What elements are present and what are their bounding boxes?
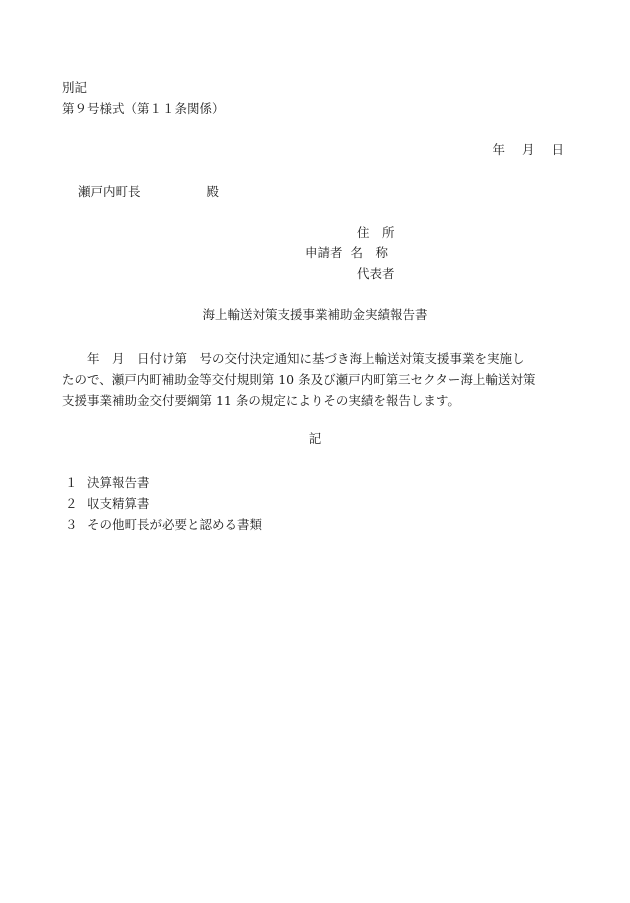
date-line <box>492 142 564 158</box>
note-heading: 記 <box>308 431 322 446</box>
applicant-role-label: 申請者 <box>305 245 343 260</box>
form-number-label: 第９号様式（第１１条関係） <box>62 101 225 116</box>
addressee-line <box>78 184 219 200</box>
list-item <box>62 514 262 535</box>
list-item-text: 決算報告書 <box>87 475 150 490</box>
document-title: 海上輸送対策支援事業補助金実績報告書 <box>202 307 428 322</box>
list-item-number: ２ <box>65 496 78 511</box>
body-line-3: 支援事業補助金交付要綱第 11 条の規定によりその実績を報告します。 <box>62 393 460 408</box>
date-month: 月 <box>521 142 535 157</box>
list-item-number: １ <box>65 475 78 490</box>
date-year: 年 <box>492 142 505 157</box>
applicant-name-line <box>305 245 388 261</box>
date-day: 日 <box>551 142 564 157</box>
applicant-address-label: 住 所 <box>357 225 395 240</box>
list-item-text: その他町長が必要と認める書類 <box>87 517 263 532</box>
list-item <box>62 493 262 514</box>
applicant-representative-label: 代表者 <box>357 266 395 281</box>
report-body-paragraph <box>62 348 578 411</box>
body-line-1: 年 月 日付け第 号の交付決定通知に基づき海上輸送対策支援事業を実施し <box>62 351 525 366</box>
appendix-label: 別記 <box>62 80 88 95</box>
attachment-list <box>62 472 262 535</box>
list-item-number: ３ <box>65 517 78 532</box>
list-item <box>62 472 262 493</box>
body-line-2: たので、瀬戸内町補助金等交付規則第 10 条及び瀬戸内町第三セクター海上輸送対策 <box>62 372 536 387</box>
applicant-name-label: 名 称 <box>350 245 389 260</box>
addressee-name: 瀬戸内町長 <box>78 184 141 199</box>
list-item-text: 収支精算書 <box>87 496 150 511</box>
addressee-honorific: 殿 <box>206 184 220 199</box>
